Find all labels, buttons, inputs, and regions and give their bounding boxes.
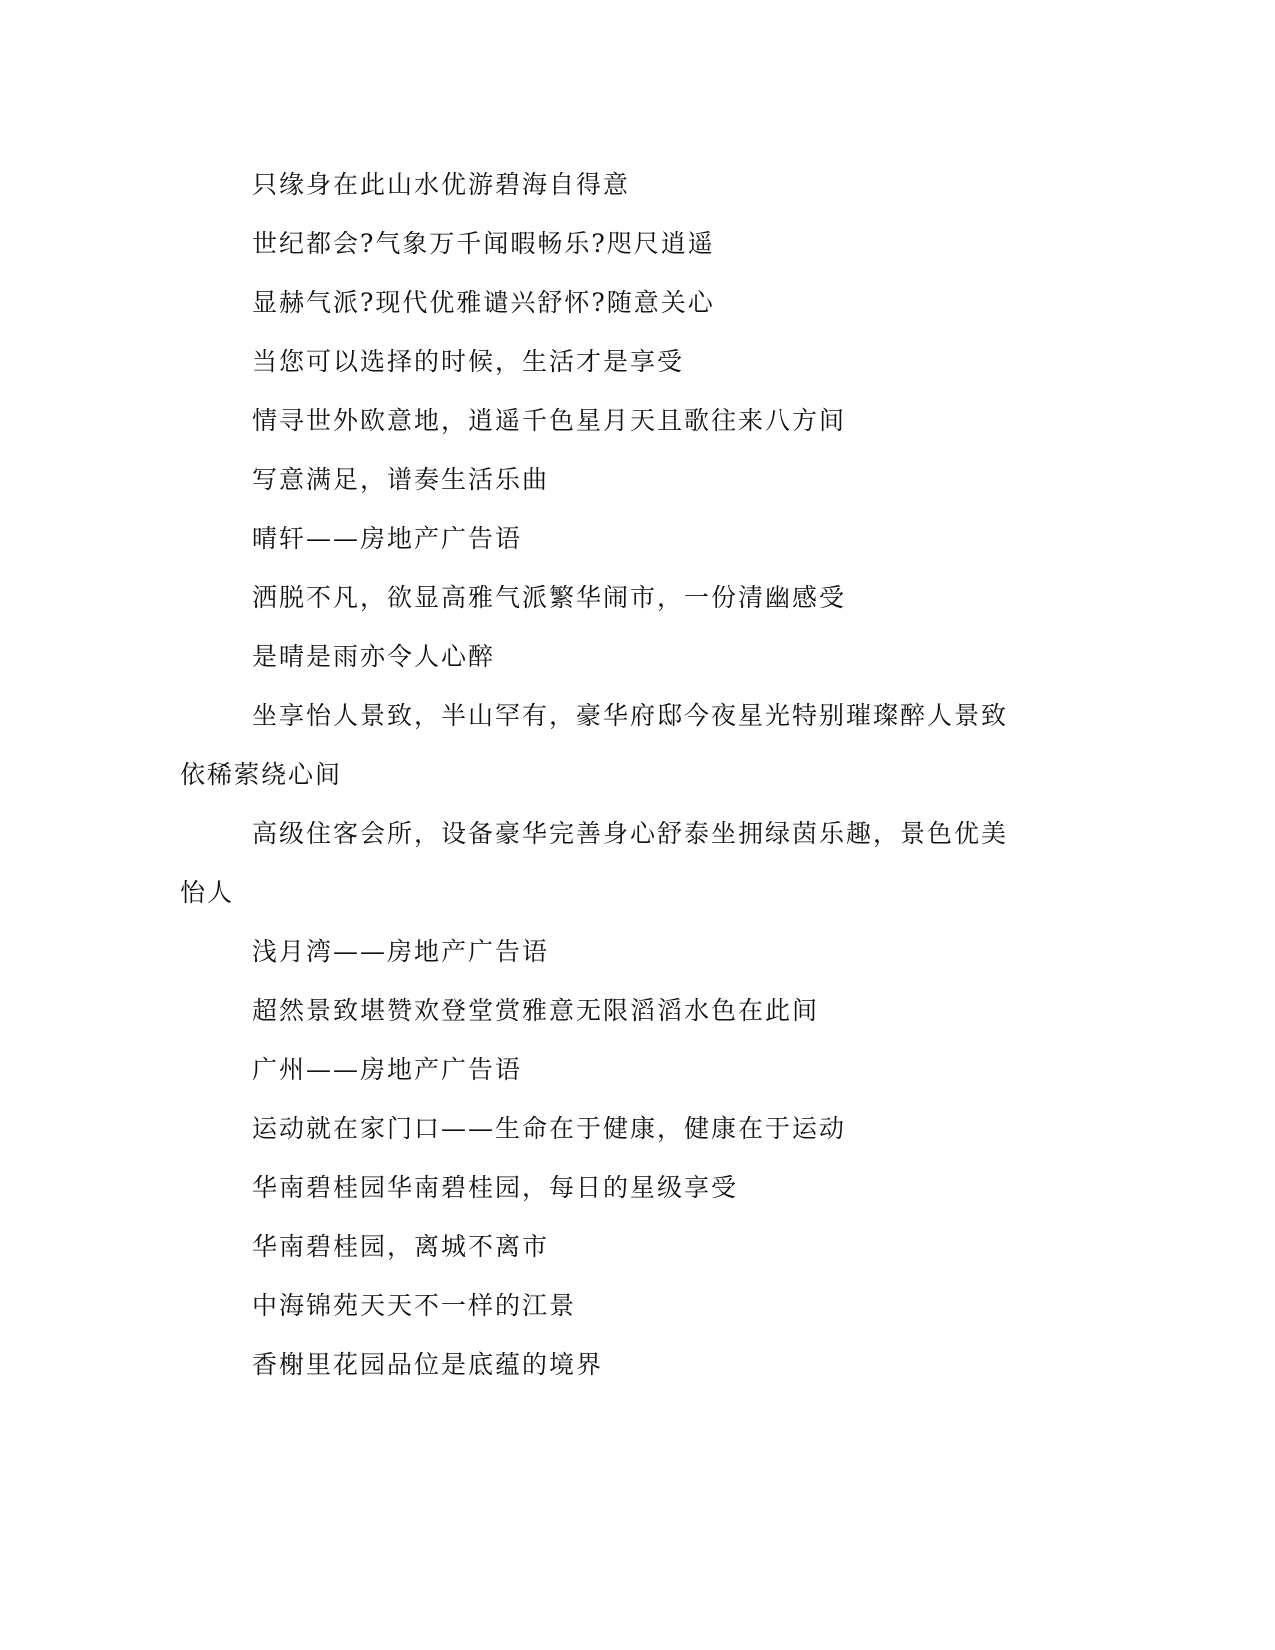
- paragraph-15: 运动就在家门口——生命在于健康，健康在于运动: [252, 1114, 847, 1143]
- paragraph-2: 世纪都会?气象万千闻暇畅乐?咫尺逍遥: [252, 229, 715, 258]
- paragraph-7: 晴轩——房地产广告语: [252, 524, 523, 553]
- paragraph-5: 情寻世外欧意地，逍遥千色星月天且歌往来八方间: [252, 406, 847, 435]
- paragraph-19: 香榭里花园品位是底蕴的境界: [252, 1350, 604, 1379]
- paragraph-16: 华南碧桂园华南碧桂园，每日的星级享受: [252, 1173, 739, 1202]
- paragraph-1: 只缘身在此山水优游碧海自得意: [252, 170, 631, 199]
- paragraph-12: 浅月湾——房地产广告语: [252, 937, 550, 966]
- paragraph-14: 广州——房地产广告语: [252, 1055, 523, 1084]
- paragraph-6: 写意满足，谱奏生活乐曲: [252, 465, 550, 494]
- paragraph-8: 洒脱不凡，欲显高雅气派繁华闹市，一份清幽感受: [252, 583, 847, 612]
- paragraph-9: 是晴是雨亦令人心醉: [252, 642, 496, 671]
- paragraph-13: 超然景致堪赞欢登堂赏雅意无限滔滔水色在此间: [252, 996, 820, 1025]
- paragraph-17: 华南碧桂园，离城不离市: [252, 1232, 550, 1261]
- document-page: [180, 155, 1030, 1394]
- paragraph-3: 显赫气派?现代优雅谴兴舒怀?随意关心: [252, 288, 715, 317]
- paragraph-10: 坐享怡人景致，半山罕有，豪华府邸今夜星光特别璀璨醉人景致依稀萦绕心间: [180, 701, 1009, 789]
- paragraph-4: 当您可以选择的时候，生活才是享受: [252, 347, 685, 376]
- paragraph-11: 高级住客会所，设备豪华完善身心舒泰坐拥绿茵乐趣，景色优美怡人: [180, 819, 1009, 907]
- paragraph-18: 中海锦苑天天不一样的江景: [252, 1291, 577, 1320]
